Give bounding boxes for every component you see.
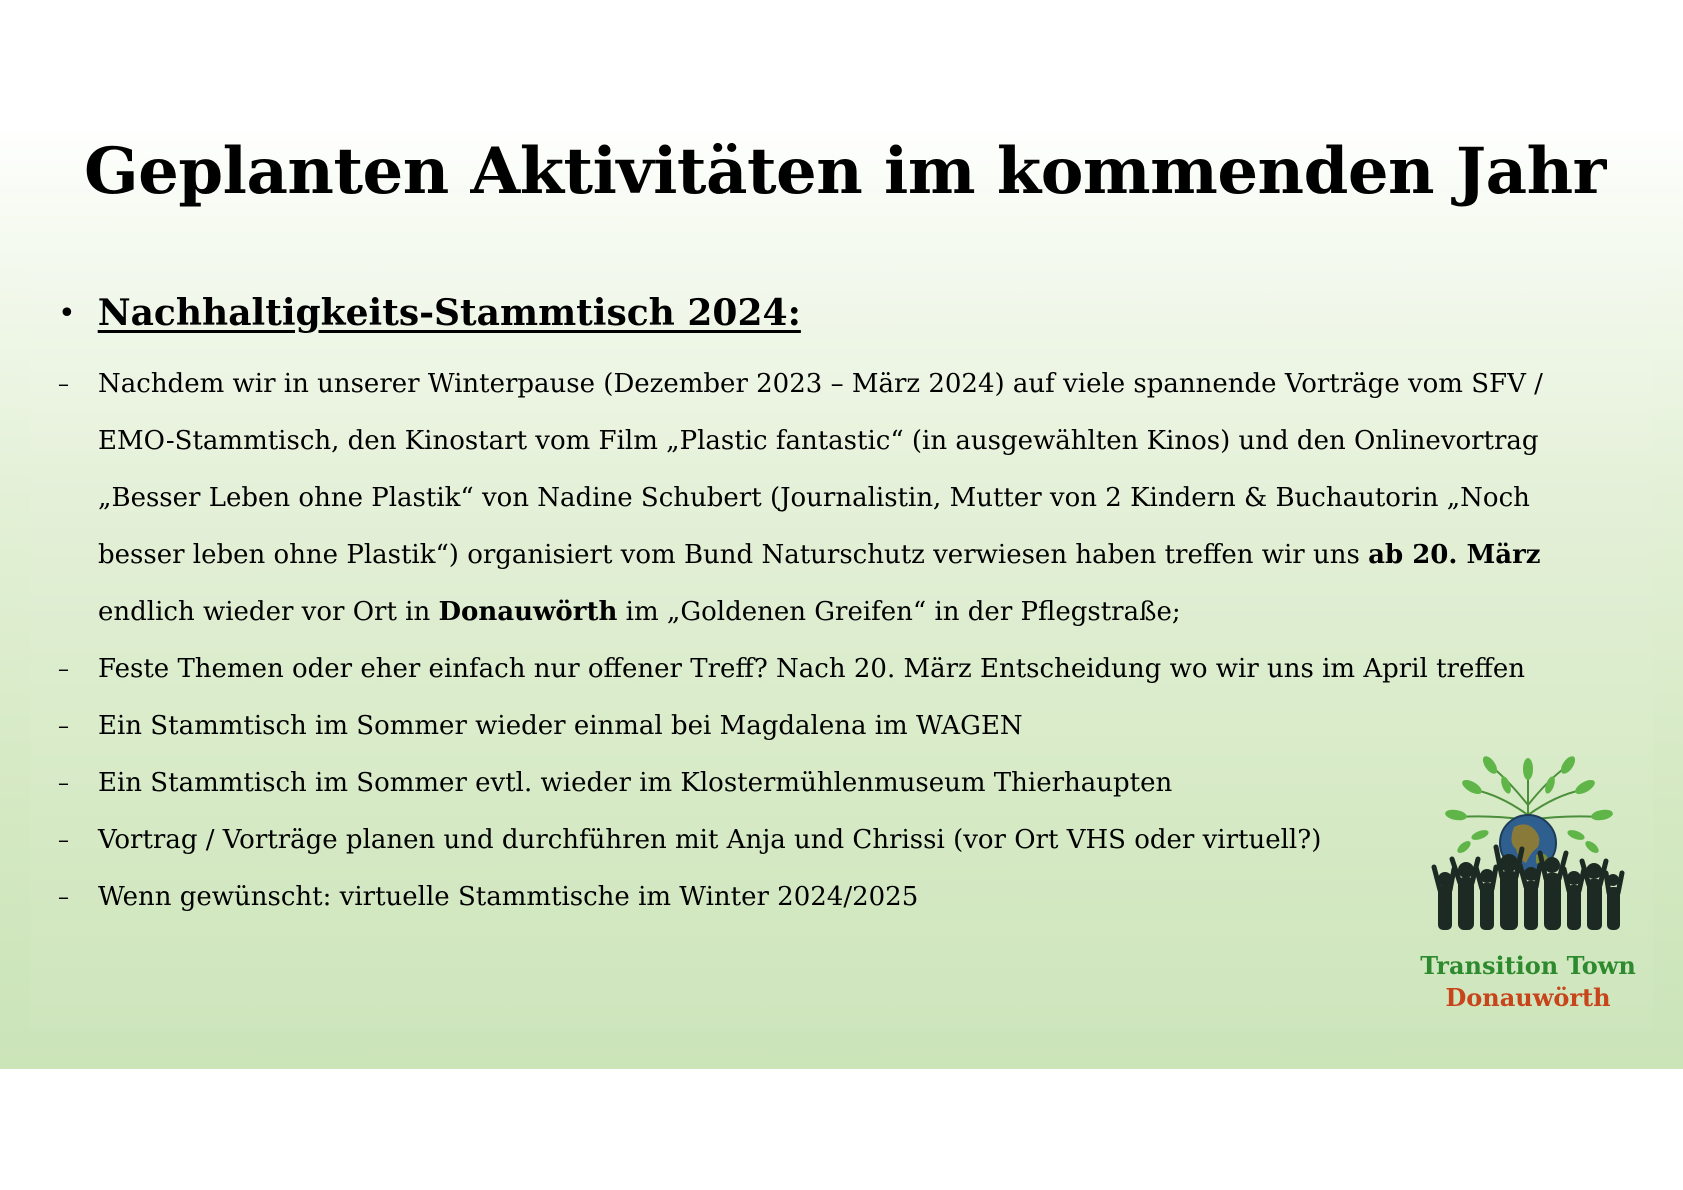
logo-text-line2: Donauwörth — [1445, 983, 1611, 1012]
list-item — [58, 812, 1618, 869]
list-item-text — [98, 755, 1618, 812]
dash-icon: – — [58, 828, 69, 853]
list-item — [58, 641, 1618, 698]
text-segment: endlich wieder vor Ort in — [98, 597, 439, 627]
text-segment: Nachdem wir in unserer Winterpause (Dezember 2023 – März 2024) auf viele spannende Vorträge vom SFV / EMO-Stammtisch, den Kinostart vom Film „Plastic fantastic“ (in ausgewählten Kinos) und den Onlinevortrag „Besser Leben ohne Plastik“ von Nadine Schubert (Journalistin, Mutter von 2 Kindern & Buchautorin „Noch besser leben ohne Plastik“) organisiert vom Bund Naturschutz verwiesen haben treffen wir uns — [98, 369, 1543, 570]
list-item — [58, 755, 1618, 812]
emphasized-text: Donauwörth — [438, 597, 618, 627]
transition-town-logo — [1418, 755, 1638, 1015]
dash-icon: – — [58, 885, 69, 910]
dash-icon: – — [58, 372, 69, 397]
bullet-icon: • — [58, 295, 76, 331]
list-item-text — [98, 869, 1618, 926]
dash-icon: – — [58, 771, 69, 796]
list-item-text — [98, 356, 1618, 641]
text-segment: Ein Stammtisch im Sommer wieder einmal bei Magdalena im WAGEN — [98, 711, 1023, 741]
section-heading-text: Nachhaltigkeits-Stammtisch 2024: — [97, 292, 801, 334]
tree-globe-people-icon — [1430, 755, 1626, 930]
dash-icon: – — [58, 714, 69, 739]
emphasized-text: ab 20. März — [1368, 540, 1541, 570]
text-segment: Feste Themen oder eher einfach nur offener Treff? Nach 20. März Entscheidung wo wir uns im April treffen — [98, 654, 1525, 684]
dash-icon: – — [58, 657, 69, 682]
list-item — [58, 698, 1618, 755]
logo-text-line1: Transition Town — [1420, 951, 1636, 980]
activity-list — [58, 356, 1618, 926]
text-segment: Wenn gewünscht: virtuelle Stammtische im Winter 2024/2025 — [98, 882, 919, 912]
section-heading — [58, 292, 801, 334]
list-item-text — [98, 641, 1618, 698]
list-item-text — [98, 698, 1618, 755]
slide-title: Geplanten Aktivitäten im kommenden Jahr — [84, 134, 1606, 209]
text-segment: Ein Stammtisch im Sommer evtl. wieder im Klostermühlenmuseum Thierhaupten — [98, 768, 1173, 798]
text-segment: im „Goldenen Greifen“ in der Pflegstraße; — [617, 597, 1181, 627]
text-segment: Vortrag / Vorträge planen und durchführen mit Anja und Chrissi (vor Ort VHS oder virtuell?) — [98, 825, 1322, 855]
list-item-text — [98, 812, 1618, 869]
list-item — [58, 356, 1618, 641]
list-item — [58, 869, 1618, 926]
